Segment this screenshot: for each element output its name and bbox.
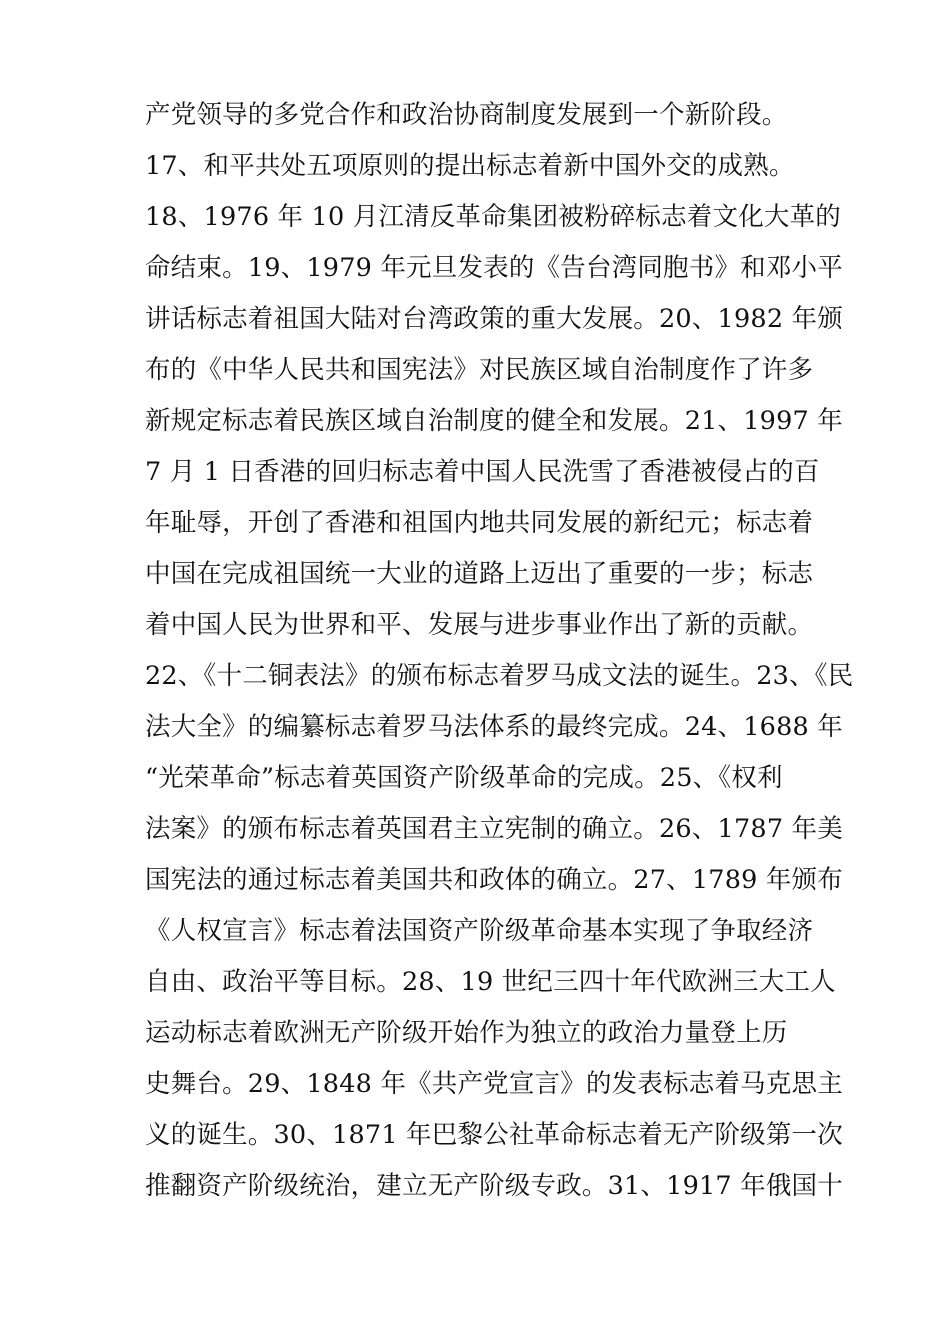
text-line: 义的诞生。30、1871 年巴黎公社革命标志着无产阶级第一次 — [145, 1120, 843, 1150]
text-line: 国宪法的通过标志着美国共和政体的确立。27、1789 年颁布 — [145, 865, 843, 895]
text-line: 22、《十二铜表法》的颁布标志着罗马成文法的诞生。23、《民 — [145, 661, 854, 691]
text-line: 17、和平共处五项原则的提出标志着新中国外交的成熟。 — [145, 151, 795, 181]
text-line: 运动标志着欧洲无产阶级开始作为独立的政治力量登上历 — [145, 1018, 788, 1048]
text-line: 法大全》的编纂标志着罗马法体系的最终完成。24、1688 年 — [145, 712, 843, 742]
text-line: 年耻辱，开创了香港和祖国内地共同发展的新纪元；标志着 — [145, 508, 814, 538]
text-line: 着中国人民为世界和平、发展与进步事业作出了新的贡献。 — [145, 610, 814, 640]
text-line: 新规定标志着民族区域自治制度的健全和发展。21、1997 年 — [145, 406, 843, 436]
text-line: 史舞台。29、1848 年《共产党宣言》的发表标志着马克思主 — [145, 1069, 843, 1099]
text-line: 法案》的颁布标志着英国君主立宪制的确立。26、1787 年美 — [145, 814, 843, 844]
text-line: 讲话标志着祖国大陆对台湾政策的重大发展。20、1982 年颁 — [145, 304, 843, 334]
text-line: “光荣革命”标志着英国资产阶级革命的完成。25、《权利 — [145, 763, 783, 793]
text-line: 产党领导的多党合作和政治协商制度发展到一个新阶段。 — [145, 100, 788, 130]
text-line: 自由、政治平等目标。28、19 世纪三四十年代欧洲三大工人 — [145, 967, 836, 997]
text-line: 18、1976 年 10 月江清反革命集团被粉碎标志着文化大革的 — [145, 202, 842, 232]
text-line: 《人权宣言》标志着法国资产阶级革命基本实现了争取经济 — [145, 916, 814, 946]
text-line: 推翻资产阶级统治，建立无产阶级专政。31、1917 年俄国十 — [145, 1171, 843, 1201]
text-line: 中国在完成祖国统一大业的道路上迈出了重要的一步；标志 — [145, 559, 814, 589]
text-line: 命结束。19、1979 年元旦发表的《告台湾同胞书》和邓小平 — [145, 253, 843, 283]
text-line: 7 月 1 日香港的回归标志着中国人民洗雪了香港被侵占的百 — [145, 457, 820, 487]
text-line: 布的《中华人民共和国宪法》对民族区域自治制度作了许多 — [145, 355, 814, 385]
